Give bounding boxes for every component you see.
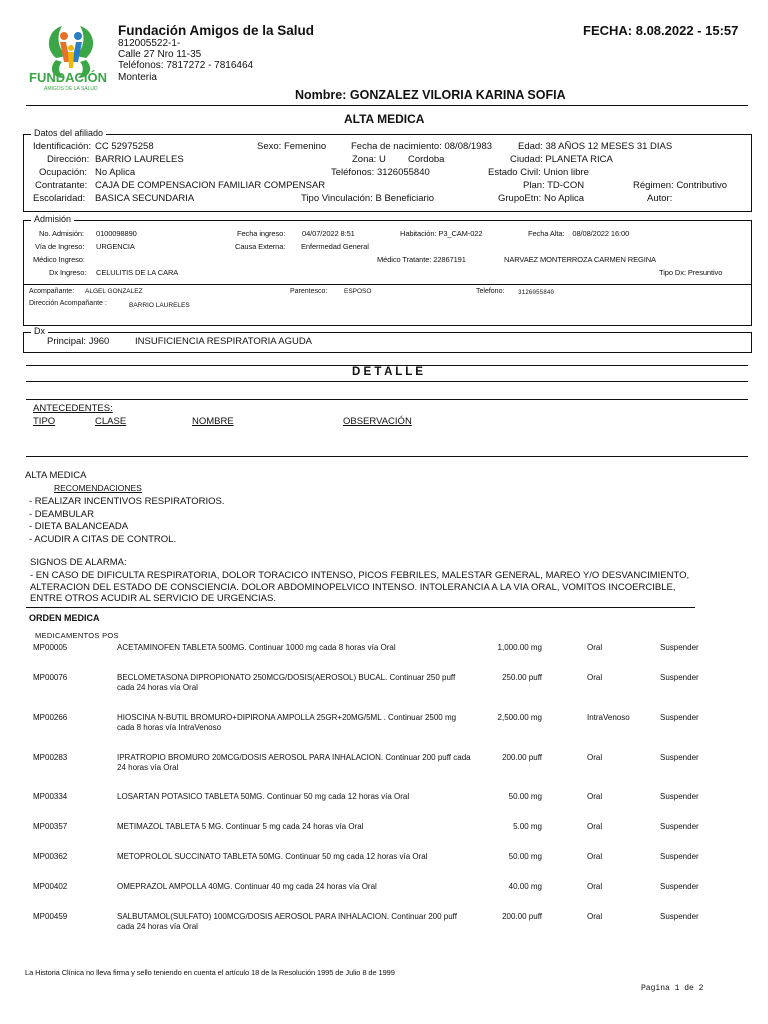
cause-label: Causa Externa: xyxy=(235,242,286,251)
medication-code: MP00357 xyxy=(33,822,68,831)
alarm-line: - EN CASO DE DIFICULTA RESPIRATORIA, DOLOR TORACICO INTENSO, PICOS FEBRILES, MALESTAR GENERAL, MAREO Y/O DESVANCIMIENTO, xyxy=(30,570,690,581)
antecedentes-label: ANTECEDENTES: xyxy=(33,403,113,414)
contract-value: CAJA DE COMPENSACION FAMILIAR COMPENSAR xyxy=(95,180,326,191)
col-nombre: NOMBRE xyxy=(192,416,234,427)
affiliate-legend: Datos del afiliado xyxy=(31,128,106,138)
link-label: Tipo Vinculación: xyxy=(301,193,373,204)
list-item: - REALIZAR INCENTIVOS RESPIRATORIOS. xyxy=(29,496,225,507)
cause-value: Enfermedad General xyxy=(301,242,369,251)
medication-description: ACETAMINOFEN TABLETA 500MG. Continuar 1000 mg cada 8 horas vía Oral xyxy=(117,643,396,652)
ethnic-label: GrupoEtn: xyxy=(498,193,542,204)
address-label: Dirección: xyxy=(47,154,90,165)
col-observacion: OBSERVACIÓN xyxy=(343,416,412,427)
medication-route: Oral xyxy=(587,792,603,801)
author-label: Autor: xyxy=(647,193,673,204)
medication-action: Suspender xyxy=(660,753,699,762)
phone-label: Telefono: xyxy=(476,288,505,295)
medication-action: Suspender xyxy=(660,822,699,831)
medication-description: SALBUTAMOL(SULFATO) 100MCG/DOSIS AEROSOL PARA INHALACION. Continuar 200 puff cada 24 horas vía Oral xyxy=(117,912,457,931)
alarm-title: SIGNOS DE ALARMA: xyxy=(30,557,127,568)
medication-quantity: 5.00 mg xyxy=(513,822,542,831)
kin-label: Parentesco: xyxy=(290,288,328,295)
age-label: Edad: xyxy=(518,141,543,152)
recommendations-list xyxy=(29,496,225,546)
discharge-title: ALTA MEDICA xyxy=(25,470,87,481)
city-label: Ciudad: xyxy=(510,154,543,165)
via-label: Vía de Ingreso: xyxy=(35,242,85,251)
medication-code: MP00266 xyxy=(33,713,68,722)
sex-label: Sexo: xyxy=(257,141,282,152)
medication-quantity: 200.00 puff xyxy=(502,753,542,762)
divider xyxy=(23,284,751,285)
detail-title: D E T A L L E xyxy=(352,366,423,378)
in-date-value: 04/07/2022 8:51 xyxy=(302,229,355,238)
birth-value: 08/08/1983 xyxy=(444,141,493,152)
doctor-label: Médico Tratante: xyxy=(377,255,432,264)
medication-route: Oral xyxy=(587,753,603,762)
sex-value: Femenino xyxy=(283,141,327,152)
medication-quantity: 50.00 mg xyxy=(508,852,542,861)
logo-subtext: AMIGOS DE LA SALUD xyxy=(44,86,98,92)
phones-value: 3126055840 xyxy=(376,167,430,178)
phone-value: 3126055840 xyxy=(518,289,555,296)
dx-legend: Dx xyxy=(31,326,48,336)
dx-in-label: Dx Ingreso: xyxy=(49,268,87,277)
phones-label: Teléfonos: xyxy=(331,167,375,178)
alarm-text xyxy=(30,570,689,605)
medication-quantity: 250.00 puff xyxy=(502,673,542,682)
civil-label: Estado Civil: xyxy=(488,167,541,178)
regime-label: Régimen: xyxy=(633,180,674,191)
city-value: PLANETA RICA xyxy=(545,154,613,165)
kin-value: ESPOSO xyxy=(344,288,372,295)
medication-description: OMEPRAZOL AMPOLLA 40MG. Continuar 40 mg cada 24 horas vía Oral xyxy=(117,882,377,891)
doctor-name: NARVAEZ MONTERROZA CARMEN REGINA xyxy=(504,255,656,264)
companion-addr-label: Dirección Acompañante : xyxy=(29,300,107,307)
admission-legend: Admisión xyxy=(31,214,74,224)
org-nit: 812005522-1- xyxy=(118,38,181,49)
medication-route: Oral xyxy=(587,673,603,682)
zone-value: U xyxy=(378,154,386,165)
in-date-label: Fecha ingreso: xyxy=(237,229,286,238)
recommendations-title: RECOMENDACIONES xyxy=(54,483,142,493)
companion-label: Acompañante: xyxy=(29,288,75,295)
list-item: - ACUDIR A CITAS DE CONTROL. xyxy=(29,533,177,545)
address-value: BARRIO LAURELES xyxy=(95,154,184,165)
admission-no-value: 0100098890 xyxy=(96,229,137,238)
org-phones: Teléfonos: 7817272 - 7816464 xyxy=(118,60,254,71)
medication-code: MP00005 xyxy=(33,643,68,652)
medication-description: IPRATROPIO BROMURO 20MCG/DOSIS AEROSOL PARA INHALACION. Continuar 200 puff cada 24 horas vía Oral xyxy=(117,753,471,772)
medication-action: Suspender xyxy=(660,643,699,652)
medication-action: Suspender xyxy=(660,792,699,801)
medication-quantity: 1,000.00 mg xyxy=(497,643,542,652)
page-number: Pagina 1 de 2 xyxy=(641,984,704,993)
col-tipo: TIPO xyxy=(33,416,56,427)
medication-route: Oral xyxy=(587,882,603,891)
patient-label: Nombre: xyxy=(295,88,347,102)
companion-value: ALGEL GONZALEZ xyxy=(85,288,143,295)
medication-action: Suspender xyxy=(660,673,699,682)
medication-quantity: 50.00 mg xyxy=(508,792,542,801)
medication-code: MP00402 xyxy=(33,882,68,891)
medication-action: Suspender xyxy=(660,852,699,861)
medication-code: MP00076 xyxy=(33,673,68,682)
medication-action: Suspender xyxy=(660,912,699,921)
dx-principal-code: J960 xyxy=(88,336,110,347)
admission-no-label: No. Admisión: xyxy=(39,229,84,238)
dx-principal-desc: INSUFICIENCIA RESPIRATORIA AGUDA xyxy=(135,336,313,347)
divider xyxy=(26,399,748,400)
school-label: Escolaridad: xyxy=(33,193,86,204)
doctor-id: 22867191 xyxy=(433,255,466,264)
medication-description: METOPROLOL SUCCINATO TABLETA 50MG. Continuar 50 mg cada 12 horas vía Oral xyxy=(117,852,428,861)
medication-description: METIMAZOL TABLETA 5 MG. Continuar 5 mg cada 24 horas vía Oral xyxy=(117,822,364,831)
divider xyxy=(26,456,748,457)
date-label: FECHA: xyxy=(583,23,633,38)
medication-quantity: 40.00 mg xyxy=(508,882,542,891)
companion-addr-value: BARRIO LAURELES xyxy=(129,302,190,309)
medication-route: Oral xyxy=(587,912,603,921)
birth-label: Fecha de nacimiento: xyxy=(351,141,442,152)
medication-action: Suspender xyxy=(660,882,699,891)
medication-description: BECLOMETASONA DIPROPIONATO 250MCG/DOSIS(AEROSOL) BUCAL. Continuar 250 puff cada 24 horas vía Oral xyxy=(117,673,456,692)
foundation-logo xyxy=(26,18,116,98)
dx-in-value: CELULITIS DE LA CARA xyxy=(96,268,179,277)
regime-value: Contributivo xyxy=(676,180,728,191)
divider xyxy=(26,381,748,382)
date-value: 8.08.2022 - 15:57 xyxy=(635,23,739,38)
medication-route: Oral xyxy=(587,643,603,652)
dx-section xyxy=(23,332,752,353)
medication-description: HIOSCINA N-BUTIL BROMURO+DIPIRONA AMPOLLA 25GR+20MG/5ML . Continuar 2500 mg cada 8 horas vía IntraVenoso xyxy=(117,713,457,732)
medication-action: Suspender xyxy=(660,713,699,722)
legal-note: La Historia Clínica no lleva firma y sello teniendo en cuenta el artículo 18 de la Resolución 1995 de Julio 8 de 1999 xyxy=(25,968,395,977)
room-value: P3_CAM-022 xyxy=(438,229,483,238)
occupation-label: Ocupación: xyxy=(39,167,88,178)
doc-title: ALTA MEDICA xyxy=(344,112,425,126)
dept-value: Cordoba xyxy=(408,154,445,165)
id-label: Identificación: xyxy=(33,141,92,152)
col-clase: CLASE xyxy=(95,416,127,427)
medication-code: MP00362 xyxy=(33,852,68,861)
medication-description: LOSARTAN POTASICO TABLETA 50MG. Continuar 50 mg cada 12 horas vía Oral xyxy=(117,792,410,801)
org-city: Monteria xyxy=(118,72,157,83)
org-name: Fundación Amigos de la Salud xyxy=(118,23,315,38)
orders-section: MEDICAMENTOS POS xyxy=(35,631,119,640)
alarm-line: ENTRE OTROS ACUDIR AL SERVICIO DE URGENCIAS. xyxy=(30,593,276,604)
age-value: 38 AÑOS 12 MESES 31 DIAS xyxy=(545,141,673,152)
medication-code: MP00283 xyxy=(33,753,68,762)
medication-quantity: 200.00 puff xyxy=(502,912,542,921)
divider xyxy=(26,607,695,608)
orders-title: ORDEN MEDICA xyxy=(29,613,100,623)
plan-value: TD-CON xyxy=(547,180,585,191)
plan-label: Plan: xyxy=(523,180,545,191)
dx-type: Tipo Dx: Presuntivo xyxy=(659,268,723,277)
zone-label: Zona: xyxy=(352,154,377,165)
logo-text: FUNDACIÓN xyxy=(29,70,107,85)
org-address: Calle 27 Nro 11-35 xyxy=(118,49,202,60)
out-date-label: Fecha Alta: xyxy=(528,229,565,238)
medication-code: MP00334 xyxy=(33,792,68,801)
alarm-line: ALTERACION DEL ESTADO DE CONSCIENCIA. DOLOR ABDOMINOPELVICO INTENSO. INTOLERANCIA A LA VIA ORAL, VOMITOS INCOERCIBLE, xyxy=(30,581,676,593)
list-item: - DEAMBULAR xyxy=(29,508,94,520)
doctor-in-label: Médico Ingreso: xyxy=(33,255,85,264)
room-label: Habitación: xyxy=(400,229,437,238)
patient-name: GONZALEZ VILORIA KARINA SOFIA xyxy=(349,88,566,102)
medication-code: MP00459 xyxy=(33,912,68,921)
id-value: CC 52975258 xyxy=(95,141,154,152)
patient-name-line xyxy=(295,88,566,102)
list-item: - DIETA BALANCEADA xyxy=(29,521,129,532)
medication-route: IntraVenoso xyxy=(587,713,630,722)
medication-quantity: 2,500.00 mg xyxy=(497,713,542,722)
medication-route: Oral xyxy=(587,852,603,861)
school-value: BASICA SECUNDARIA xyxy=(95,193,195,204)
ethnic-value: No Aplica xyxy=(543,193,585,204)
out-date-value: 08/08/2022 16:00 xyxy=(572,229,630,238)
civil-value: Union libre xyxy=(543,167,589,178)
contract-label: Contratante: xyxy=(35,180,88,191)
dx-principal-label: Principal: xyxy=(47,336,87,347)
link-value: B Beneficiario xyxy=(375,193,435,204)
occupation-value: No Aplica xyxy=(95,167,136,178)
date-block xyxy=(583,23,738,38)
via-value: URGENCIA xyxy=(96,242,135,251)
divider xyxy=(26,105,748,106)
medication-route: Oral xyxy=(587,822,603,831)
